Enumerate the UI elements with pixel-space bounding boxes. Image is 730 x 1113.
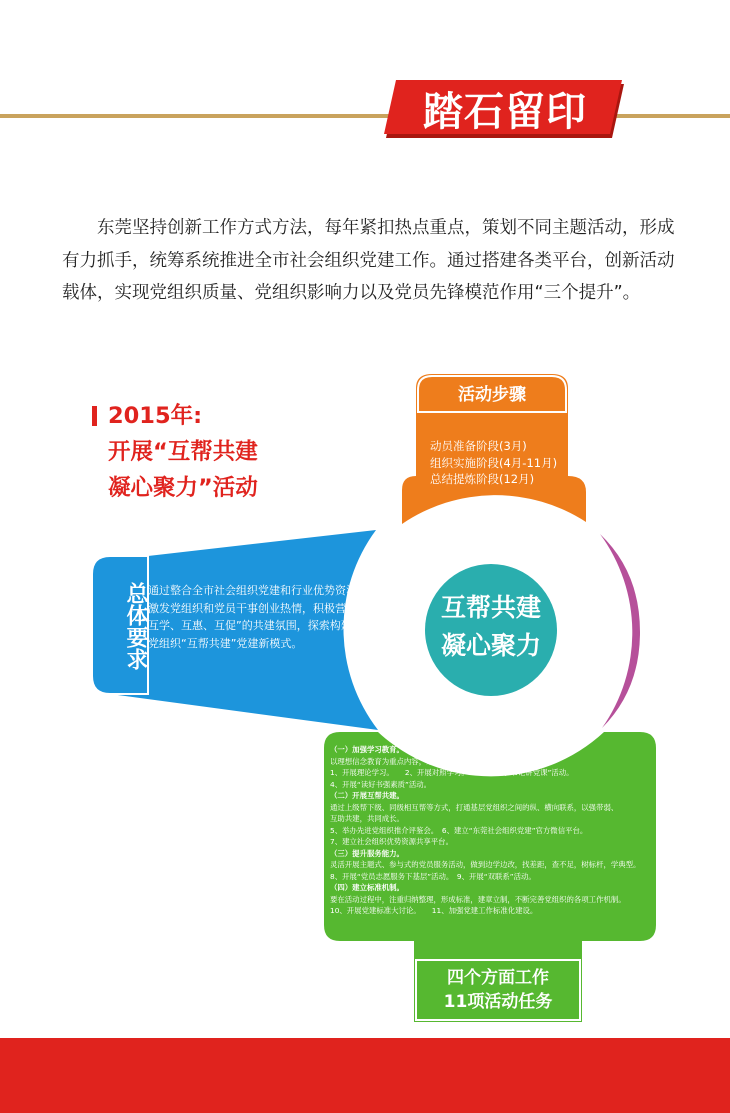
center-line-2: 凝心聚力	[440, 631, 541, 660]
steps-label: 活动步骤	[458, 385, 526, 405]
task-section-heading: （一）加强学习教育。	[330, 745, 404, 754]
headline-line-3: 凝心聚力”活动	[108, 475, 258, 501]
overall-label: 总体要求	[123, 582, 148, 670]
task-line: 1、开展理论学习。 2、开展对照学习。 3、开展“书记讲党课”活动。	[330, 768, 574, 777]
tasks-label-line-2: 11项活动任务	[443, 992, 553, 1012]
task-section-heading: （三）提升服务能力。	[330, 848, 404, 858]
page-title: 踏石留印	[423, 89, 587, 135]
task-line: 7、建立社会组织优势资源共享平台。	[330, 837, 453, 846]
task-line: 灵活开展主题式、参与式的党员服务活动，做到边学边改，找差距，查不足，树标杆，学典型。	[330, 860, 641, 869]
step-item: 动员准备阶段(3月)	[430, 439, 527, 453]
step-item: 总结提炼阶段(12月)	[430, 472, 535, 486]
overall-text: 通过整合全市社会组织党建和行业优势资源，充分激发党组织和党员干事创业热情，积极营造“互帮、互学、互惠、互促”的共建氛围，探索构建社会组织党组织“互帮共建”党建新模式。	[148, 584, 396, 650]
task-section-heading: （四）建立标准机制。	[330, 883, 404, 892]
right-segment	[600, 534, 640, 728]
steps-list	[430, 438, 580, 488]
intro-text: 东莞坚持创新工作方式方法，每年紧扣热点重点，策划不同主题活动，形成有力抓手，统筹系统推进全市社会组织党建工作。通过搭建各类平台，创新活动载体，实现党组织质量、党组织影响力以及党员先锋模范作用“三个提升”。	[62, 218, 675, 303]
task-line: 10、开展党建标准大讨论。 11、加强党建工作标准化建设。	[330, 906, 538, 915]
tasks-list	[330, 744, 660, 917]
task-line: 通过上级帮下级、同级相互帮等方式，打通基层党组织之间的纵、横向联系，以强带弱、	[330, 802, 619, 812]
task-line: 以理想信念教育为重点内容，采取多种方式，把“学”贯穿活动始终。	[330, 756, 552, 766]
task-line: 4、开展“读好书强素质”活动。	[330, 779, 432, 789]
step-item: 组织实施阶段(4月-11月)	[430, 455, 558, 470]
headline-year: 2015年:	[108, 403, 203, 429]
task-line: 互助共建，共同成长。	[330, 814, 404, 823]
task-line: 5、举办先进党组织推介评鉴会。 6、建立“东莞社会组织党建”官方微信平台。	[330, 825, 588, 835]
task-line: 要在活动过程中，注重归纳整理，形成标准，建章立制，不断完善党组织的各项工作机制。	[330, 894, 626, 904]
tasks-label-line-1: 四个方面工作	[447, 968, 549, 988]
task-line: 8、开展“党员志愿服务下基层”活动。 9、开展“双联系”活动。	[330, 871, 536, 881]
task-section-heading: （二）开展互帮共建。	[330, 791, 404, 800]
footer-red-strip	[0, 1038, 730, 1113]
headline-line-2: 开展“互帮共建	[108, 439, 258, 465]
center-line-1: 互帮共建	[440, 593, 541, 622]
